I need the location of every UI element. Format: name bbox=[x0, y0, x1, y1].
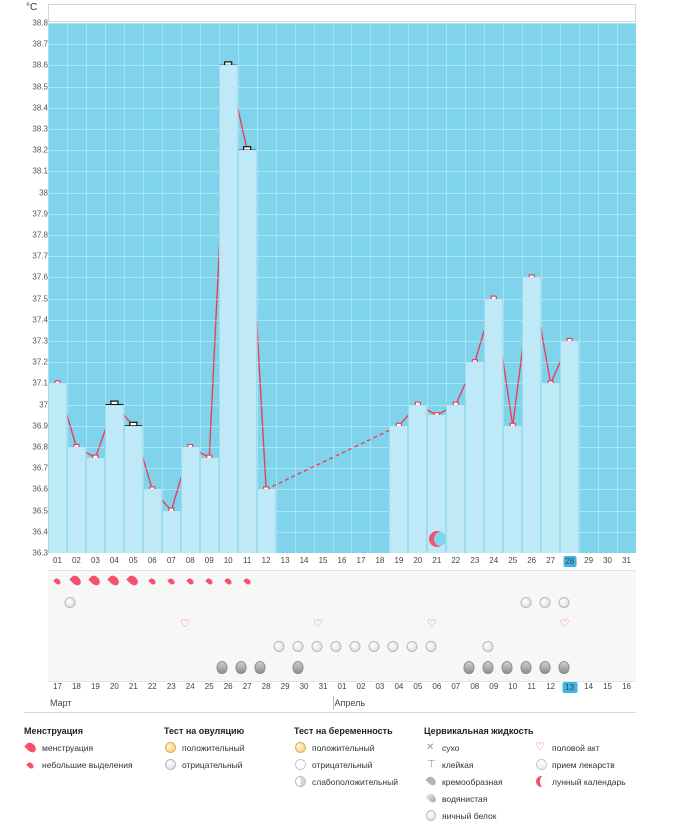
y-tick-label: 36.9 bbox=[32, 421, 48, 431]
drop-water-icon bbox=[424, 793, 438, 805]
cycle-day-label[interactable]: 30 bbox=[603, 556, 612, 565]
y-axis-labels bbox=[24, 18, 48, 558]
ovulation-test-icon[interactable] bbox=[545, 597, 556, 608]
cycle-day-label[interactable]: 22 bbox=[451, 556, 461, 565]
temperature-bar[interactable] bbox=[446, 405, 465, 553]
grid-line bbox=[48, 129, 636, 130]
legend-item-label: положительный bbox=[312, 743, 375, 753]
pill-icon-glyph bbox=[536, 759, 547, 770]
legend-item-label: прием лекарств bbox=[552, 760, 615, 770]
temperature-bar[interactable] bbox=[484, 299, 503, 553]
cycle-day-label[interactable]: 25 bbox=[508, 556, 518, 565]
cycle-day-label[interactable]: 09 bbox=[204, 556, 214, 565]
pregnancy-test-icon-glyph bbox=[349, 641, 360, 652]
cervical-fluid-icon[interactable] bbox=[261, 661, 272, 674]
date-label[interactable]: 02 bbox=[356, 682, 366, 691]
intercourse-heart-icon-glyph: ♡ bbox=[559, 618, 570, 630]
cycle-day-label[interactable]: 08 bbox=[185, 556, 195, 565]
cycle-day-label[interactable]: 05 bbox=[128, 556, 138, 565]
legend-item bbox=[424, 742, 534, 754]
legend-item bbox=[294, 742, 398, 754]
circle-white-icon bbox=[294, 759, 308, 771]
pregnancy-test-icon-glyph bbox=[482, 641, 493, 652]
legend-column bbox=[294, 726, 398, 793]
drop-small-icon bbox=[24, 759, 38, 771]
pregnancy-test-icon[interactable] bbox=[318, 641, 329, 652]
legend-item-label: лунный календарь bbox=[552, 777, 626, 787]
month-label: Март bbox=[50, 698, 72, 708]
drop-grey-icon-glyph bbox=[425, 775, 437, 787]
temperature-bar[interactable] bbox=[86, 458, 105, 553]
y-tick-label: 38.8 bbox=[32, 18, 48, 28]
circle-yellow-icon bbox=[294, 742, 308, 754]
grid-line bbox=[48, 341, 636, 342]
y-tick-label: 37.2 bbox=[32, 357, 48, 367]
legend-item bbox=[534, 742, 626, 754]
pregnancy-test-icon-glyph bbox=[368, 641, 379, 652]
date-label[interactable]: 22 bbox=[147, 682, 157, 691]
grid-line bbox=[48, 256, 636, 257]
legend-title: Тест на овуляцию bbox=[164, 726, 245, 736]
cycle-day-label[interactable]: 04 bbox=[109, 556, 119, 565]
cervical-fluid-icon[interactable] bbox=[223, 661, 234, 674]
cervical-fluid-icon-glyph bbox=[558, 661, 569, 674]
legend-item-label: слабоположительный bbox=[312, 777, 398, 787]
date-label[interactable]: 31 bbox=[318, 682, 328, 691]
symbol-row bbox=[48, 593, 636, 615]
grid-line bbox=[48, 65, 636, 66]
cervical-fluid-icon[interactable] bbox=[299, 661, 310, 674]
legend-item bbox=[424, 793, 534, 805]
circle-yellow-icon-glyph bbox=[295, 742, 306, 753]
pregnancy-test-icon[interactable] bbox=[488, 641, 499, 652]
ovulation-test-icon[interactable] bbox=[526, 597, 537, 608]
temperature-chart[interactable] bbox=[48, 23, 636, 553]
cycle-day-label[interactable]: 29 bbox=[584, 556, 594, 565]
chart-legend bbox=[24, 726, 654, 826]
grid-line bbox=[48, 23, 636, 24]
legend-item-label: отрицательный bbox=[312, 760, 373, 770]
ovulation-test-icon[interactable] bbox=[71, 597, 82, 608]
drop-water-icon-glyph bbox=[425, 792, 437, 804]
legend-item bbox=[24, 759, 133, 771]
cycle-day-label[interactable]: 02 bbox=[71, 556, 81, 565]
date-label[interactable]: 20 bbox=[109, 682, 119, 691]
date-label[interactable]: 08 bbox=[470, 682, 480, 691]
legend-item bbox=[424, 759, 534, 771]
pregnancy-test-icon-glyph bbox=[331, 641, 342, 652]
grid-line-vertical bbox=[143, 23, 144, 553]
pregnancy-test-icon-glyph bbox=[293, 641, 304, 652]
y-tick-label: 36.8 bbox=[32, 442, 48, 452]
circle-half-icon-glyph bbox=[295, 776, 306, 787]
date-label[interactable]: 03 bbox=[375, 682, 385, 691]
grid-line bbox=[48, 214, 636, 215]
cycle-day-label[interactable]: 11 bbox=[243, 556, 252, 565]
legend-item bbox=[294, 776, 398, 788]
legend-item-label: водянистая bbox=[442, 794, 488, 804]
date-label[interactable]: 26 bbox=[223, 682, 233, 691]
legend-column bbox=[164, 726, 244, 776]
month-label: Апрель bbox=[334, 698, 366, 708]
cervical-fluid-icon[interactable] bbox=[507, 661, 518, 674]
t-mark-icon-glyph: ⊤ bbox=[427, 759, 436, 770]
legend-title: Тест на беременность bbox=[294, 726, 393, 736]
intercourse-heart-icon-glyph: ♡ bbox=[313, 618, 323, 630]
cycle-day-label[interactable]: 20 bbox=[413, 556, 423, 565]
circle-yellow-icon bbox=[164, 742, 178, 754]
date-label[interactable]: 29 bbox=[280, 682, 290, 691]
temperature-bar[interactable] bbox=[200, 458, 219, 553]
grid-line-vertical bbox=[598, 23, 599, 553]
symbol-rows[interactable] bbox=[48, 570, 636, 682]
y-tick-label: 37.9 bbox=[32, 209, 48, 219]
pregnancy-test-icon-glyph bbox=[406, 641, 417, 652]
y-tick-label: 36.5 bbox=[32, 506, 48, 516]
cervical-fluid-icon[interactable] bbox=[242, 661, 253, 674]
grid-line-vertical bbox=[276, 23, 277, 553]
legend-item-label: кремообразная bbox=[442, 777, 503, 787]
temperature-bar[interactable] bbox=[219, 65, 238, 553]
legend-item-label: сухо bbox=[442, 743, 460, 753]
cervical-fluid-icon-glyph bbox=[236, 661, 247, 674]
moon-icon bbox=[534, 776, 548, 788]
legend-item bbox=[534, 759, 626, 771]
cycle-day-label[interactable]: 16 bbox=[337, 556, 347, 565]
grid-line-vertical bbox=[370, 23, 371, 553]
grid-line bbox=[48, 171, 636, 172]
date-label[interactable]: 23 bbox=[166, 682, 176, 691]
y-tick-label: 37.6 bbox=[32, 272, 48, 282]
y-tick-label: 38.3 bbox=[32, 124, 48, 134]
cycle-day-label[interactable]: 26 bbox=[527, 556, 537, 565]
date-label[interactable]: 10 bbox=[508, 682, 518, 691]
cycle-day-label[interactable]: 07 bbox=[166, 556, 176, 565]
date-label[interactable]: 24 bbox=[185, 682, 195, 691]
cervical-fluid-icon-glyph bbox=[501, 661, 512, 674]
legend-item bbox=[294, 759, 398, 771]
heart-icon bbox=[534, 742, 548, 754]
temperature-bar[interactable] bbox=[408, 405, 427, 553]
date-label[interactable]: 16 bbox=[622, 682, 631, 691]
legend-title: Цервикальная жидкость bbox=[424, 726, 534, 736]
temperature-bar[interactable] bbox=[389, 426, 408, 553]
cervical-fluid-icon-glyph bbox=[255, 661, 266, 674]
legend-column bbox=[424, 726, 534, 827]
circle-half-icon bbox=[294, 776, 308, 788]
legend-title-spacer bbox=[534, 726, 626, 736]
date-label[interactable]: 28 bbox=[261, 682, 271, 691]
grid-line bbox=[48, 193, 636, 194]
cervical-fluid-icon-glyph bbox=[520, 661, 531, 674]
pregnancy-test-icon[interactable] bbox=[337, 641, 348, 652]
grid-line bbox=[48, 44, 636, 45]
grid-line bbox=[48, 362, 636, 363]
intercourse-heart-icon[interactable] bbox=[559, 618, 575, 630]
legend-item-label: яичный белок bbox=[442, 811, 497, 821]
cycle-day-label[interactable]: 03 bbox=[90, 556, 100, 565]
temperature-bar[interactable] bbox=[67, 447, 86, 553]
date-label[interactable]: 15 bbox=[603, 682, 612, 691]
egg-white-icon bbox=[424, 810, 438, 822]
cycle-day-label[interactable]: 28 bbox=[565, 557, 575, 566]
cervical-fluid-icon[interactable] bbox=[469, 661, 480, 674]
cervical-fluid-icon[interactable] bbox=[545, 661, 556, 674]
y-tick-label: 37.1 bbox=[32, 378, 48, 388]
egg-white-icon-glyph bbox=[426, 810, 436, 821]
pregnancy-test-icon[interactable] bbox=[355, 641, 366, 652]
symbol-row bbox=[48, 657, 636, 679]
pregnancy-test-icon[interactable] bbox=[374, 641, 385, 652]
cycle-day-label[interactable]: 06 bbox=[147, 556, 157, 565]
y-tick-label: 37.5 bbox=[32, 294, 48, 304]
grid-line-vertical bbox=[617, 23, 618, 553]
temperature-bar[interactable] bbox=[257, 489, 276, 553]
grid-line bbox=[48, 299, 636, 300]
legend-item bbox=[424, 776, 534, 788]
pregnancy-test-icon-glyph bbox=[312, 641, 323, 652]
cycle-day-label[interactable]: 14 bbox=[299, 556, 309, 565]
temperature-bar[interactable] bbox=[560, 341, 579, 553]
temperature-bar[interactable] bbox=[105, 405, 124, 553]
legend-item-label: клейкая bbox=[442, 760, 474, 770]
intercourse-heart-icon[interactable] bbox=[180, 618, 195, 630]
legend-item-label: половой акт bbox=[552, 743, 600, 753]
grid-line bbox=[48, 277, 636, 278]
cervical-fluid-icon-glyph bbox=[463, 661, 474, 674]
date-label[interactable]: 01 bbox=[337, 682, 347, 691]
circle-grey-icon-glyph bbox=[165, 759, 176, 770]
date-label[interactable]: 04 bbox=[394, 682, 404, 691]
pregnancy-test-icon[interactable] bbox=[412, 641, 423, 652]
date-label[interactable]: 18 bbox=[71, 682, 81, 691]
month-divider bbox=[333, 696, 334, 710]
temperature-bar[interactable] bbox=[162, 511, 181, 553]
cervical-fluid-icon-glyph bbox=[217, 661, 228, 674]
grid-line-vertical bbox=[295, 23, 296, 553]
cycle-day-label[interactable]: 27 bbox=[546, 556, 556, 565]
cervical-fluid-icon-glyph bbox=[482, 661, 493, 674]
y-tick-label: 38.4 bbox=[32, 103, 48, 113]
grid-line-vertical bbox=[314, 23, 315, 553]
date-label[interactable]: 30 bbox=[299, 682, 309, 691]
legend-item bbox=[164, 742, 244, 754]
cycle-day-label[interactable]: 18 bbox=[375, 556, 385, 565]
grid-line-vertical bbox=[579, 23, 580, 553]
cervical-fluid-icon[interactable] bbox=[564, 661, 575, 674]
grid-line bbox=[48, 320, 636, 321]
temperature-bar[interactable] bbox=[48, 383, 67, 553]
x-mark-icon-glyph: ✕ bbox=[426, 742, 435, 753]
temperature-bar[interactable] bbox=[124, 426, 143, 553]
pregnancy-test-icon[interactable] bbox=[280, 641, 291, 652]
y-tick-label: 37.7 bbox=[32, 251, 48, 261]
y-tick-label: 38.1 bbox=[32, 166, 48, 176]
intercourse-heart-icon-glyph: ♡ bbox=[180, 618, 191, 630]
temperature-bar[interactable] bbox=[181, 447, 200, 553]
cycle-day-label[interactable]: 23 bbox=[470, 556, 480, 565]
date-label[interactable]: 14 bbox=[584, 682, 594, 691]
pregnancy-test-icon-glyph bbox=[387, 641, 398, 652]
cycle-day-axis[interactable] bbox=[48, 556, 636, 570]
legend-item bbox=[424, 810, 534, 822]
grid-line bbox=[48, 87, 636, 88]
cervical-fluid-icon[interactable] bbox=[488, 661, 499, 674]
grid-line bbox=[48, 108, 636, 109]
y-tick-label: 38 bbox=[39, 188, 48, 198]
legend-column bbox=[534, 726, 626, 793]
cycle-day-label[interactable]: 12 bbox=[261, 556, 271, 565]
date-label[interactable]: 05 bbox=[413, 682, 423, 691]
y-tick-label: 37.3 bbox=[32, 336, 48, 346]
y-tick-label: 36.7 bbox=[32, 463, 48, 473]
pregnancy-test-icon[interactable] bbox=[299, 641, 310, 652]
y-tick-label: 38.7 bbox=[32, 39, 48, 49]
grid-line-vertical bbox=[162, 23, 163, 553]
y-tick-label: 36.6 bbox=[32, 484, 48, 494]
intercourse-heart-icon-glyph: ♡ bbox=[426, 618, 437, 630]
y-tick-label: 38.2 bbox=[32, 145, 48, 155]
legend-item bbox=[534, 776, 626, 788]
y-tick-label: 37 bbox=[39, 400, 48, 410]
pregnancy-test-icon-glyph bbox=[274, 641, 285, 652]
cycle-day-label[interactable]: 31 bbox=[622, 556, 631, 565]
date-axis[interactable] bbox=[48, 682, 636, 696]
legend-item bbox=[24, 742, 133, 754]
cycle-day-label[interactable]: 10 bbox=[223, 556, 233, 565]
temperature-bar[interactable] bbox=[143, 489, 162, 553]
month-axis bbox=[24, 698, 636, 713]
date-label[interactable]: 25 bbox=[204, 682, 214, 691]
intercourse-heart-icon[interactable] bbox=[313, 618, 328, 630]
cervical-fluid-icon[interactable] bbox=[526, 661, 537, 674]
grid-line-vertical bbox=[333, 23, 334, 553]
cycle-day-label[interactable]: 21 bbox=[432, 556, 442, 565]
date-label[interactable]: 09 bbox=[489, 682, 499, 691]
pregnancy-test-icon[interactable] bbox=[393, 641, 404, 652]
legend-item-label: менструация bbox=[42, 743, 94, 753]
circle-yellow-icon-glyph bbox=[165, 742, 176, 753]
symbol-row bbox=[48, 615, 636, 637]
ovulation-test-icon-glyph bbox=[520, 597, 531, 608]
ovulation-test-icon-glyph bbox=[558, 597, 569, 608]
y-tick-label: 37.4 bbox=[32, 315, 48, 325]
y-tick-label: 36.4 bbox=[32, 527, 48, 537]
x-mark-icon bbox=[424, 742, 438, 754]
unit-label: °C bbox=[26, 2, 38, 13]
chart-header-bar bbox=[48, 4, 636, 22]
cycle-day-label[interactable]: 15 bbox=[318, 556, 328, 565]
intercourse-heart-icon[interactable] bbox=[426, 618, 442, 630]
legend-column bbox=[24, 726, 133, 776]
grid-line-vertical bbox=[636, 23, 637, 553]
pregnancy-test-icon[interactable] bbox=[431, 641, 442, 652]
heart-icon-glyph: ♡ bbox=[535, 741, 545, 753]
date-label[interactable]: 06 bbox=[432, 682, 442, 691]
y-tick-label: 38.5 bbox=[32, 82, 48, 92]
circle-grey-icon bbox=[164, 759, 178, 771]
date-label[interactable]: 07 bbox=[451, 682, 461, 691]
ovulation-test-icon-glyph bbox=[65, 597, 76, 608]
pill-icon bbox=[534, 759, 548, 771]
temperature-bar[interactable] bbox=[503, 426, 522, 553]
temperature-bar[interactable] bbox=[465, 362, 484, 553]
grid-line bbox=[48, 150, 636, 151]
date-label[interactable]: 21 bbox=[128, 682, 138, 691]
legend-item-label: положительный bbox=[182, 743, 245, 753]
date-label[interactable]: 11 bbox=[527, 682, 536, 691]
cycle-day-label[interactable]: 24 bbox=[489, 556, 499, 565]
legend-item-label: отрицательный bbox=[182, 760, 243, 770]
temperature-bar[interactable] bbox=[522, 277, 541, 553]
cycle-day-label[interactable]: 19 bbox=[394, 556, 404, 565]
grid-line-vertical bbox=[257, 23, 258, 553]
grid-line bbox=[48, 235, 636, 236]
y-tick-label: 37.8 bbox=[32, 230, 48, 240]
moon-icon-glyph bbox=[536, 776, 547, 787]
temperature-bar[interactable] bbox=[541, 383, 560, 553]
cycle-day-label[interactable]: 01 bbox=[53, 556, 62, 565]
drop-large-icon bbox=[24, 742, 38, 754]
date-label[interactable]: 17 bbox=[53, 682, 62, 691]
circle-white-icon-glyph bbox=[295, 759, 306, 770]
cycle-day-label[interactable]: 17 bbox=[356, 556, 366, 565]
cervical-fluid-icon-glyph bbox=[539, 661, 550, 674]
ovulation-test-icon-glyph bbox=[539, 597, 550, 608]
date-label[interactable]: 27 bbox=[242, 682, 252, 691]
grid-line bbox=[48, 553, 636, 554]
legend-item bbox=[164, 759, 244, 771]
date-label[interactable]: 12 bbox=[546, 682, 556, 691]
y-tick-label: 38.6 bbox=[32, 60, 48, 70]
y-tick-label: 36.3 bbox=[32, 548, 48, 558]
t-mark-icon bbox=[424, 759, 438, 771]
ovulation-test-icon[interactable] bbox=[564, 597, 575, 608]
legend-item-label: небольшие выделения bbox=[42, 760, 133, 770]
symbol-row bbox=[48, 571, 636, 593]
symbol-row bbox=[48, 637, 636, 659]
temperature-bar[interactable] bbox=[238, 150, 257, 553]
cycle-day-label[interactable]: 13 bbox=[280, 556, 290, 565]
moon-icon[interactable] bbox=[429, 531, 445, 547]
date-label[interactable]: 13 bbox=[562, 682, 577, 693]
pregnancy-test-icon-glyph bbox=[425, 641, 436, 652]
drop-grey-icon bbox=[424, 776, 438, 788]
legend-title: Менструация bbox=[24, 726, 83, 736]
grid-line-vertical bbox=[351, 23, 352, 553]
date-label[interactable]: 19 bbox=[90, 682, 100, 691]
cervical-fluid-icon-glyph bbox=[293, 661, 304, 674]
